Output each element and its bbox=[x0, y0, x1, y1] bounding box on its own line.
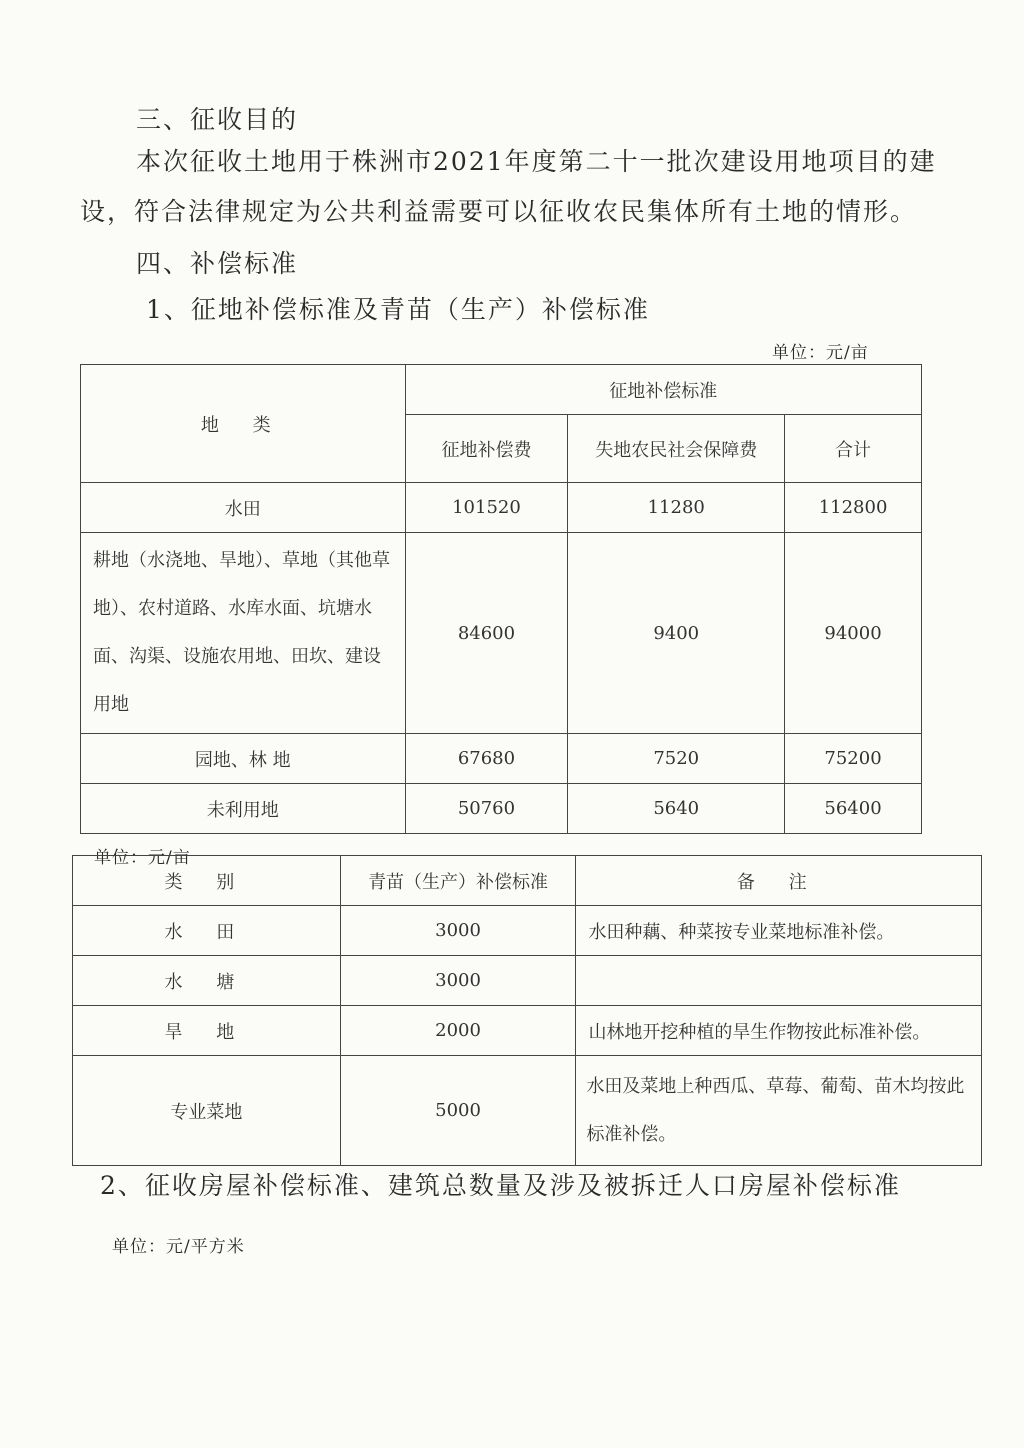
social-value: 9400 bbox=[568, 533, 785, 734]
note bbox=[576, 956, 982, 1006]
land-type: 水田 bbox=[81, 483, 406, 533]
section3-heading: 三、征收目的 bbox=[136, 105, 299, 134]
standard-value: 5000 bbox=[340, 1056, 576, 1166]
table-row bbox=[73, 956, 982, 1006]
social-value: 7520 bbox=[568, 734, 785, 784]
table1-unit: 单位：元/亩 bbox=[772, 343, 869, 363]
fee-value: 101520 bbox=[405, 483, 568, 533]
total-value: 112800 bbox=[785, 483, 922, 533]
house-unit: 单位：元/平方米 bbox=[112, 1237, 245, 1257]
social-value: 5640 bbox=[568, 784, 785, 834]
land-compensation-table bbox=[80, 364, 922, 834]
table-row bbox=[81, 533, 922, 734]
category: 水 塘 bbox=[73, 956, 341, 1006]
category: 水 田 bbox=[73, 906, 341, 956]
section4-sub2: 2、征收房屋补偿标准、建筑总数量及涉及被拆迁人口房屋补偿标准 bbox=[100, 1171, 901, 1200]
fee-value: 50760 bbox=[405, 784, 568, 834]
standard-value: 3000 bbox=[340, 956, 576, 1006]
table-row bbox=[81, 734, 922, 784]
header-fee: 征地补偿费 bbox=[405, 415, 568, 483]
section3-text-line2: 设，符合法律规定为公共利益需要可以征收农民集体所有土地的情形。 bbox=[80, 197, 918, 226]
section3-text-line1: 本次征收土地用于株洲市2021年度第二十一批次建设用地项目的建 bbox=[136, 147, 937, 176]
table2-unit: 单位：元/亩 bbox=[94, 848, 191, 868]
land-type: 园地、林 地 bbox=[81, 734, 406, 784]
section4-sub1: 1、征地补偿标准及青苗（生产）补偿标准 bbox=[146, 295, 650, 324]
table-row bbox=[81, 784, 922, 834]
table-row bbox=[73, 1006, 982, 1056]
total-value: 94000 bbox=[785, 533, 922, 734]
total-value: 75200 bbox=[785, 734, 922, 784]
section4-heading: 四、补偿标准 bbox=[136, 249, 299, 278]
header-note: 备 注 bbox=[576, 856, 982, 906]
land-type: 耕地（水浇地、旱地）、草地（其他草地）、农村道路、水库水面、坑塘水面、沟渠、设施农用地、田坎、建设用地 bbox=[81, 533, 406, 734]
note: 山林地开挖种植的旱生作物按此标准补偿。 bbox=[576, 1006, 982, 1056]
category: 旱 地 bbox=[73, 1006, 341, 1056]
header-total: 合计 bbox=[785, 415, 922, 483]
fee-value: 84600 bbox=[405, 533, 568, 734]
standard-value: 2000 bbox=[340, 1006, 576, 1056]
header-social-security: 失地农民社会保障费 bbox=[568, 415, 785, 483]
note: 水田种藕、种菜按专业菜地标准补偿。 bbox=[576, 906, 982, 956]
social-value: 11280 bbox=[568, 483, 785, 533]
table-row bbox=[73, 906, 982, 956]
category: 专业菜地 bbox=[73, 1056, 341, 1166]
header-category: 类 别 bbox=[73, 856, 341, 906]
note: 水田及菜地上种西瓜、草莓、葡萄、苗木均按此标准补偿。 bbox=[576, 1056, 982, 1166]
header-land-type: 地 类 bbox=[81, 365, 406, 483]
total-value: 56400 bbox=[785, 784, 922, 834]
fee-value: 67680 bbox=[405, 734, 568, 784]
land-type: 未利用地 bbox=[81, 784, 406, 834]
header-compensation-group: 征地补偿标准 bbox=[405, 365, 921, 415]
table-row bbox=[73, 1056, 982, 1166]
crop-compensation-table bbox=[72, 855, 982, 1166]
standard-value: 3000 bbox=[340, 906, 576, 956]
table-row bbox=[81, 483, 922, 533]
header-standard: 青苗（生产）补偿标准 bbox=[340, 856, 576, 906]
